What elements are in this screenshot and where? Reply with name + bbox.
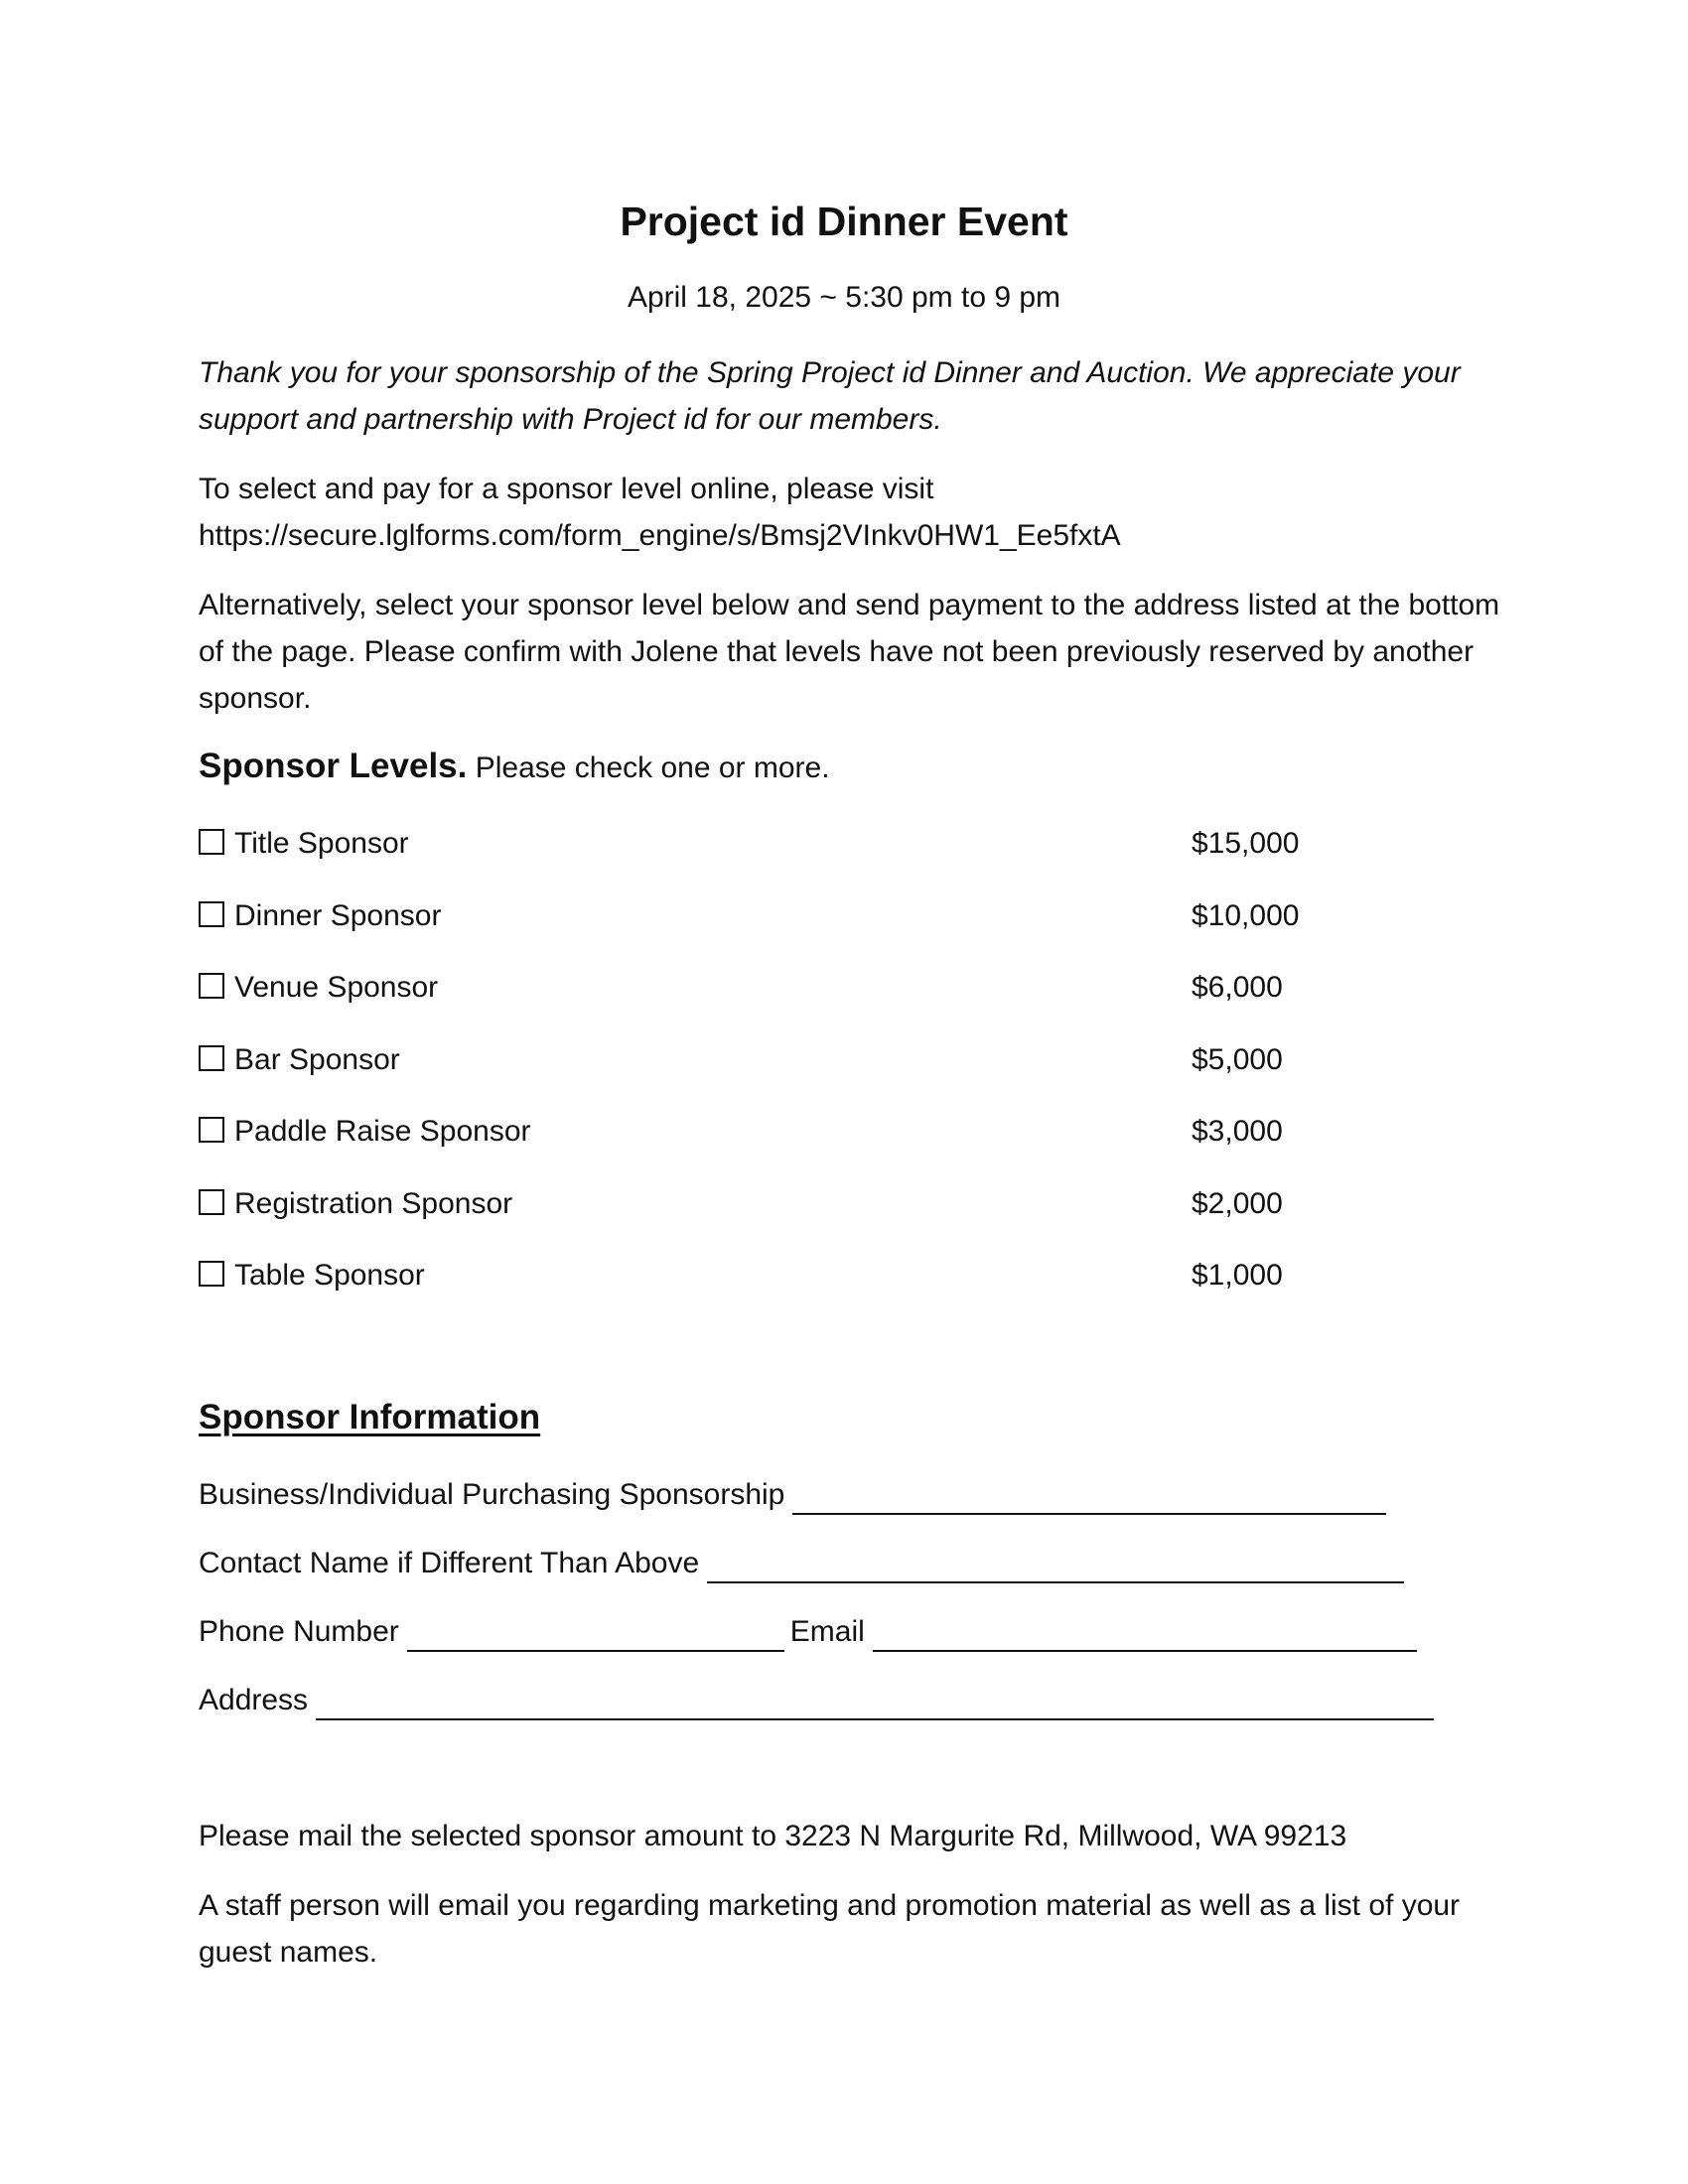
- sponsor-level-label: Bar Sponsor: [234, 1042, 400, 1076]
- contact-name-input[interactable]: [707, 1552, 1404, 1583]
- business-field-row: [199, 1475, 1489, 1515]
- checkbox-dinner-sponsor[interactable]: [199, 901, 224, 927]
- phone-field-label: Phone Number: [199, 1615, 399, 1648]
- checkbox-bar-sponsor[interactable]: [199, 1045, 224, 1071]
- checkbox-title-sponsor[interactable]: [199, 829, 224, 855]
- sponsor-level-registration[interactable]: [199, 1184, 1489, 1257]
- sponsor-level-price: $10,000: [1192, 898, 1300, 932]
- sponsor-level-price: $2,000: [1192, 1186, 1283, 1220]
- checkbox-registration-sponsor[interactable]: [199, 1189, 224, 1215]
- business-name-input[interactable]: [792, 1483, 1386, 1515]
- checkbox-venue-sponsor[interactable]: [199, 973, 224, 999]
- sponsor-level-price: $1,000: [1192, 1259, 1283, 1292]
- phone-email-field-row: [199, 1612, 1489, 1652]
- phone-number-input[interactable]: [407, 1620, 784, 1652]
- sponsor-level-price: $6,000: [1192, 971, 1283, 1004]
- sponsor-level-label: Table Sponsor: [234, 1259, 425, 1292]
- sponsor-information-heading: Sponsor Information: [199, 1398, 541, 1436]
- checkbox-table-sponsor[interactable]: [199, 1261, 224, 1287]
- sponsor-level-label: Title Sponsor: [234, 827, 409, 860]
- online-prompt-text: To select and pay for a sponsor level online, please visit: [199, 473, 934, 505]
- sponsor-level-venue[interactable]: [199, 968, 1489, 1040]
- sponsor-level-dinner[interactable]: [199, 896, 1489, 969]
- thank-you-paragraph: Thank you for your sponsorship of the Spring Project id Dinner and Auction. We appreciate your support and partnership with Project id for our members.: [199, 356, 1461, 436]
- document-page: [199, 0, 1500, 2184]
- sponsor-level-price: $5,000: [1192, 1042, 1283, 1076]
- staff-note: A staff person will email you regarding marketing and promotion material as well as a list of your guest names.: [199, 1889, 1461, 1969]
- sponsor-levels-heading: [199, 747, 830, 786]
- mail-instruction: Please mail the selected sponsor amount to 3223 N Margurite Rd, Millwood, WA 99213: [199, 1820, 1347, 1852]
- sponsor-level-paddle-raise[interactable]: [199, 1112, 1489, 1184]
- checkbox-paddle-raise-sponsor[interactable]: [199, 1117, 224, 1143]
- sponsor-level-label: Paddle Raise Sponsor: [234, 1115, 531, 1148]
- sponsor-level-price: $15,000: [1192, 827, 1300, 860]
- sponsor-levels-instruction: Please check one or more.: [475, 751, 830, 784]
- sponsor-level-price: $3,000: [1192, 1115, 1283, 1148]
- alternative-paragraph: Alternatively, select your sponsor level below and send payment to the address listed at the bottom of the page. Please confirm with Jolene that levels have not been previously reserved by another sponsor.: [199, 589, 1500, 715]
- contact-field-row: [199, 1544, 1489, 1583]
- contact-field-label: Contact Name if Different Than Above: [199, 1547, 700, 1579]
- sponsor-level-label: Registration Sponsor: [234, 1186, 513, 1220]
- address-field-row: [199, 1681, 1489, 1720]
- sponsor-levels-title: Sponsor Levels.: [199, 747, 468, 785]
- email-input[interactable]: [873, 1620, 1417, 1652]
- sponsor-level-bar[interactable]: [199, 1040, 1489, 1113]
- page-title: Project id Dinner Event: [620, 199, 1068, 244]
- address-field-label: Address: [199, 1684, 309, 1716]
- email-field-label: Email: [789, 1615, 865, 1648]
- sponsor-level-label: Venue Sponsor: [234, 971, 439, 1004]
- sponsor-levels-list: [199, 824, 1489, 1328]
- address-input[interactable]: [316, 1689, 1434, 1720]
- sponsor-level-title[interactable]: [199, 824, 1489, 896]
- online-payment-paragraph: [199, 466, 1509, 559]
- event-date-time: April 18, 2025 ~ 5:30 pm to 9 pm: [627, 281, 1061, 314]
- business-field-label: Business/Individual Purchasing Sponsorship: [199, 1478, 785, 1511]
- sponsor-level-label: Dinner Sponsor: [234, 898, 442, 932]
- sponsor-level-table[interactable]: [199, 1256, 1489, 1328]
- online-payment-url: https://secure.lglforms.com/form_engine/s/Bmsj2VInkv0HW1_Ee5fxtA: [199, 519, 1121, 552]
